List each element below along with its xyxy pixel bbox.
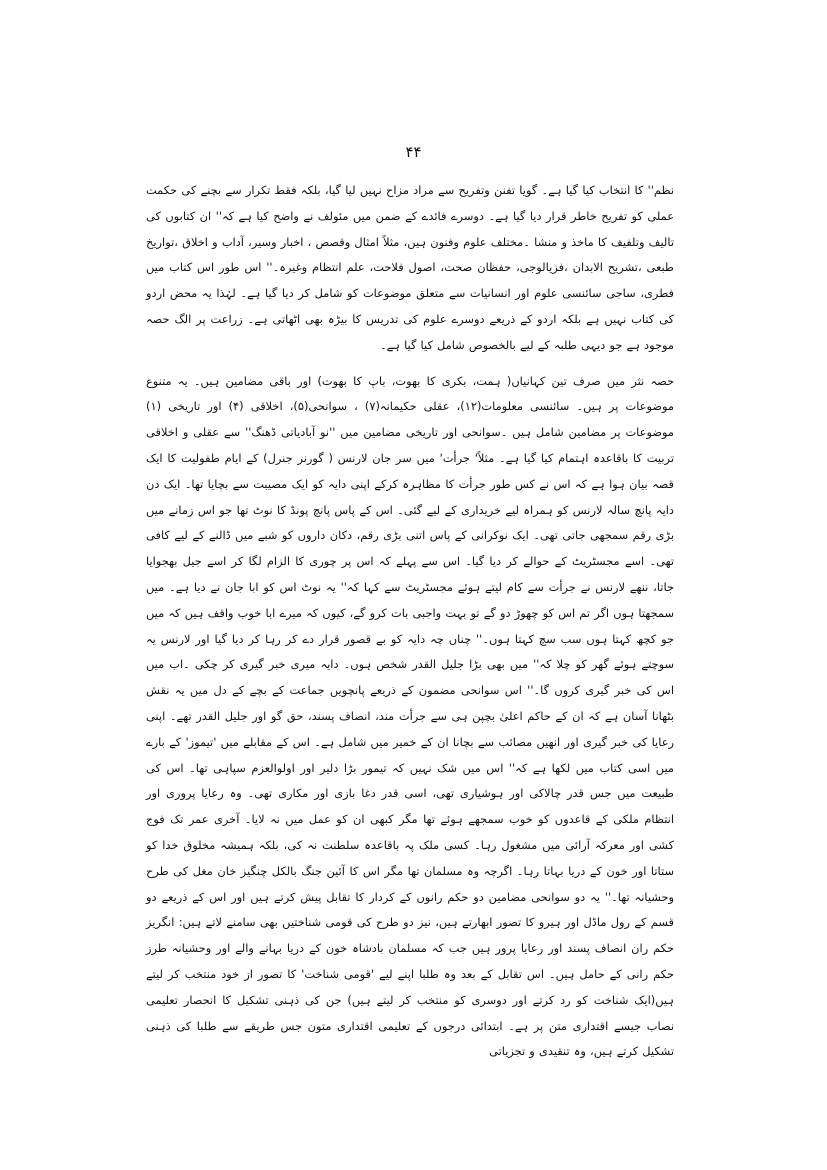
body-text <box>146 178 674 1065</box>
page-number: ۴۴ <box>405 143 422 161</box>
paragraph-2: حصہ نثر میں صرف تین کہانیاں( ہمت، بکری کا بھوت، باپ کا بھوت) اور باقی مضامین ہیں۔ یہ متنوع موضوعات پر ہیں۔ سائنسی معلومات(۱۲)، عقلی حکیمانہ(۷) ، سوانحی(۵)، اخلاقی (۴) اور تاریخی (۱) موضوعات پر مضامین شامل ہیں ۔سوانحی اور تاریخی مضامین میں ''نو آبادیاتی ڈھنگ'' سے عقلی و اخلاقی تربیت کا باقاعدہ اہتمام کیا گیا ہے۔ مثلاً' جرأت' میں سر جان لارنس ( گورنر جنرل) کے ایام طفولیت کا ایک قصہ بیان ہوا ہے کہ اس نے کس طور جرأت کا مظاہرہ کرکے اپنی دایہ کو ایک مصیبت سے بچایا تھا۔ ایک دن دایہ پانچ سالہ لارنس کو ہمراہ لیے خریداری کے لیے گئی۔ اس کے پاس پانچ پونڈ کا نوٹ تھا جو اس زمانے میں بڑی رقم سمجھی جاتی تھی۔ ایک نوکرانی کے پاس اتنی بڑی رقم، دکان داروں کو شبے میں ڈالنے کے لیے کافی تھی۔ اسے مجسٹریٹ کے حوالے کر دیا گیا۔ اس سے پہلے کہ اس پر چوری کا الزام لگا کر اسے جیل بھجوایا جاتا، ننھے لارنس نے جرأت سے کام لیتے ہوئے مجسٹریٹ سے کہا کہ'' یہ نوٹ اس کو ابا جان نے دیا ہے۔ میں سمجھتا ہوں اگر تم اس کو چھوڑ دو گے تو بہت واجبی بات کرو گے، کیوں کہ میرے ابا خوب واقف ہیں کہ میں جو کچھ کہتا ہوں سب سچ کہتا ہوں۔'' چناں چہ دایہ کو بے قصور قرار دے کر رہا کر دیا گیا اور لارنس یہ سوچتے ہوئے گھر کو چلا کہ'' میں بھی بڑا جلیل القدر شخص ہوں۔ دایہ میری خبر گیری کر چکی ۔اب میں اس کی خبر گیری کروں گا۔'' اس سوانحی مضمون کے ذریعے پانچویں جماعت کے بچے کے دل میں یہ نقش بٹھانا آسان ہے کہ ان کے حاکم اعلیٰ بچپن ہی سے جرأت مند، انصاف پسند، حق گو اور جلیل القدر تھے۔ اپنی رعایا کی خبر گیری اور انھیں مصائب سے بچانا ان کے خمیر میں شامل ہے۔ اس کے مقابلے میں 'تیموز' کے بارے میں اسی کتاب میں لکھا ہے کہ'' اس میں شک نہیں کہ تیمور بڑا دلیر اور اولوالعزم سپاہی تھا۔ اس کی طبیعت میں جس قدر چالاکی اور ہوشیاری تھی، اسی قدر دغا بازی اور مکاری تھی۔ وہ رعایا پروری اور انتظام ملکی کے قاعدوں کو خوب سمجھے ہوئے تھا مگر کبھی ان کو عمل میں نہ لایا۔ آخری عمر تک فوج کشی اور معرکہ آرائی میں مشغول رہا۔ کسی ملک پہ باقاعدہ سلطنت نہ کی، بلکہ ہمیشہ مخلوق خدا کو ستاتا اور خون کے دریا بہاتا رہا۔ اگرچہ وہ مسلمان تھا مگر اس کا آئین جنگ بالکل چنگیز خان مغل کی طرح وحشیانہ تھا۔'' یہ دو سوانحی مضامین دو حکم رانوں کے کردار کا تقابل پیش کرتے ہیں اور اس کے ذریعے دو قسم کے رول ماڈل اور ہیرو کا تصور ابھارتے ہیں، نیز دو طرح کی قومی شناختیں بھی سامنے لاتے ہیں: انگریز حکم ران انصاف پسند اور رعایا پرور ہیں جب کہ مسلمان بادشاہ خون کے دریا بہانے والے اور وحشیانہ طرز حکم رانی کے حامل ہیں۔ اس تقابل کے بعد وہ طلبا اپنے لیے 'قومی شناخت' کا تصور از خود منتخب کر لیتے ہیں(ایک شناخت کو رد کرتے اور دوسری کو منتخب کر لیتے ہیں) جن کی ذہنی تشکیل کا انحصار تعلیمی نصاب جیسے اقتداری متن پر ہے۔ ابتدائی درجوں کے تعلیمی اقتداری متون جس طریقے سے طلبا کی ذہنی تشکیل کرتے ہیں، وہ تنقیدی و تجزیاتی <box>146 373 675 1059</box>
paragraph-1: نظم'' کا انتخاب کیا گیا ہے۔ گویا تفنن وتفریح سے مراد مزاح نہیں لیا گیا، بلکہ فقط تکرار سے بچنے کی حکمت عملی کو تفریح خاطر قرار دیا گیا ہے۔ دوسرے فائدے کے ضمن میں مئولف نے واضح کیا ہے کہ'' ان کتابوں کی تالیف وتلفیف کا ماخذ و منشا ۔مختلف علوم وفنون ہیں، مثلاً امثال وقصص ، اخبار وسیر، آداب و اخلاق ،تواریخ طبعی ،تشریح الابدان ،فزیالوجی، حفظان صحت، اصول فلاحت، علم انتظام وغیرہ۔'' اس طور اس کتاب میں فطری، ساجی سائنسی علوم اور انسانیات سے متعلق موضوعات کو شامل کر دیا گیا ہے۔ لہٰذا یہ محض اردو کی کتاب نہیں ہے بلکہ اردو کے ذریعے دوسرے علوم کی تدریس کا بیڑہ بھی اٹھاتی ہے۔ زراعت پر الگ حصہ موجود ہے جو دیہی طلبہ کے لیے بالخصوص شامل کیا گیا ہے۔ <box>146 183 674 352</box>
